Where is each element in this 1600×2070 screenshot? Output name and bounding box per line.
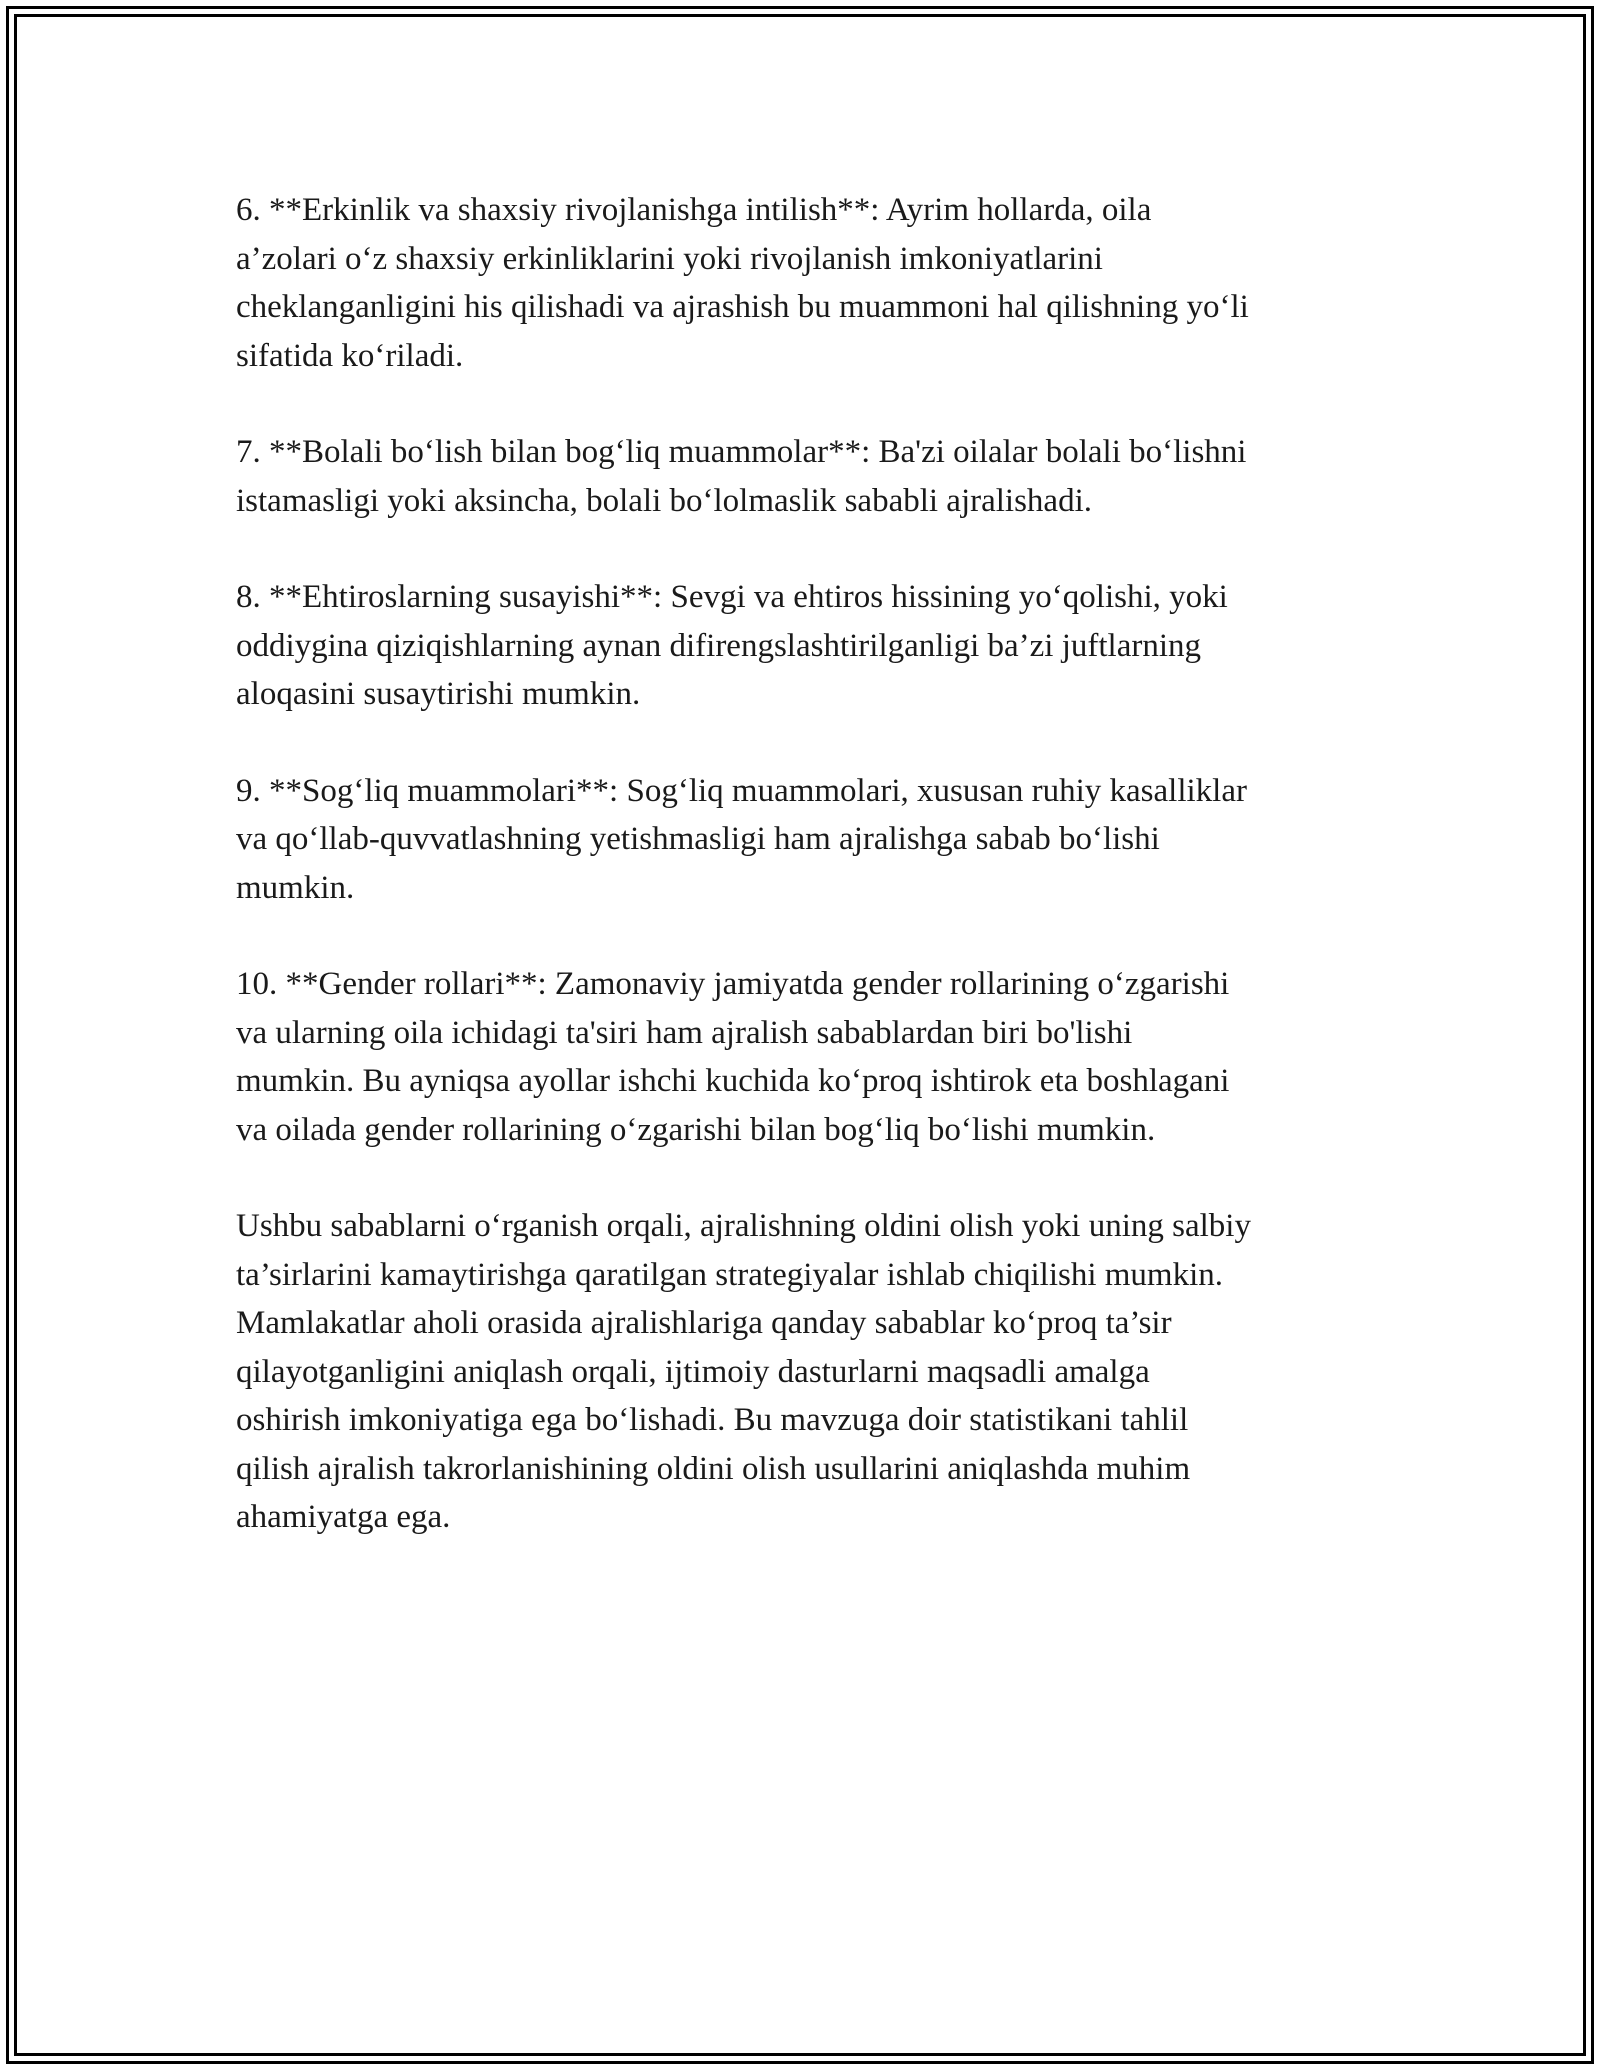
paragraph-9 [236,767,1376,913]
text-line: istamasligi yoki aksincha, bolali bo‘lolmaslik sababli ajralishadi. [236,482,1093,519]
text-line: 8. **Ehtiroslarning susayishi**: Sevgi va ehtiros hissining yo‘qolishi, yoki [236,579,1228,615]
paragraph-8 [236,573,1376,719]
paragraph-conclusion [236,1202,1376,1542]
text-line: ta’sirlarini kamaytirishga qaratilgan strategiyalar ishlab chiqilishi mumkin. [236,1256,1224,1293]
text-line: 7. **Bolali bo‘lish bilan bog‘liq muammolar**: Ba'zi oilalar bolali bo‘lishni [236,434,1247,470]
text-line: va oilada gender rollarining o‘zgarishi bilan bog‘liq bo‘lishi mumkin. [236,1111,1156,1148]
text-line: aloqasini susaytirishi mumkin. [236,676,641,712]
document-body [236,186,1376,1590]
text-line: 10. **Gender rollari**: Zamonaviy jamiyatda gender rollarining o‘zgarishi [236,966,1230,1002]
text-line: oddiygina qiziqishlarning aynan difirengslashtirilganligi ba’zi juftlarning [236,627,1202,664]
text-line: mumkin. [236,869,355,906]
text-line: cheklanganligini his qilishadi va ajrashish bu muammoni hal qilishning yo‘li [236,289,1249,325]
text-line: Mamlakatlar aholi orasida ajralishlariga qanday sabablar ko‘proq ta’sir [236,1305,1172,1341]
paragraph-7 [236,428,1376,525]
text-line: 6. **Erkinlik va shaxsiy rivojlanishga intilish**: Ayrim hollarda, oila [236,192,1152,228]
text-line: oshirish imkoniyatiga ega bo‘lishadi. Bu mavzuga doir statistikani tahlil [236,1402,1189,1438]
text-line: qilayotganligini aniqlash orqali, ijtimoiy dasturlarni maqsadli amalga [236,1353,1150,1390]
text-line: ahamiyatga ega. [236,1499,451,1535]
text-line: sifatida ko‘riladi. [236,337,464,374]
text-line: Ushbu sabablarni o‘rganish orqali, ajralishning oldini olish yoki uning salbiy [236,1208,1251,1244]
text-line: qilish ajralish takrorlanishining oldini olish usullarini aniqlashda muhim [236,1450,1191,1487]
paragraph-6 [236,186,1376,380]
text-line: a’zolari o‘z shaxsiy erkinliklarini yoki rivojlanish imkoniyatlarini [236,240,1103,277]
paragraph-10 [236,960,1376,1154]
text-line: va qo‘llab-quvvatlashning yetishmasligi ham ajralishga sabab bo‘lishi [236,821,1160,857]
text-line: mumkin. Bu ayniqsa ayollar ishchi kuchida ko‘proq ishtirok eta boshlagani [236,1063,1230,1099]
text-line: 9. **Sog‘liq muammolari**: Sog‘liq muammolari, xususan ruhiy kasalliklar [236,772,1247,809]
text-line: va ularning oila ichidagi ta'siri ham ajralish sabablardan biri bo'lishi [236,1014,1133,1051]
